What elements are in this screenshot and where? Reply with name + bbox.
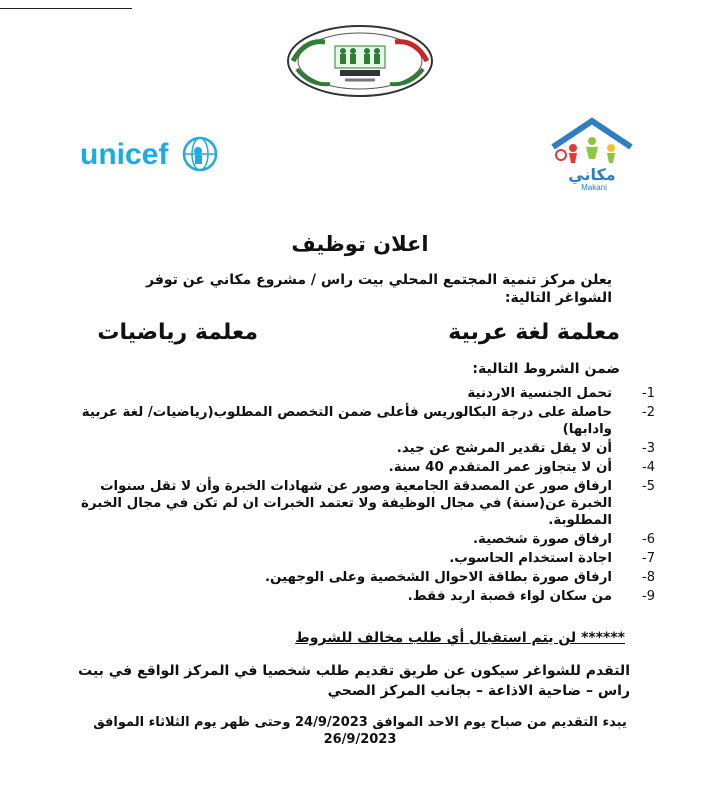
list-item: [80, 588, 660, 605]
item-text: ارفاق صورة شخصية.: [472, 532, 612, 547]
item-text: أن لا يتجاوز عمر المتقدم 40 سنة.: [388, 460, 612, 475]
page-title: اعلان توظيف: [291, 232, 429, 256]
makani-arabic-wordmark: مكاني: [568, 165, 616, 184]
item-text: أن لا يقل تقدير المرشح عن جيد.: [396, 441, 612, 456]
item-number: -9: [642, 589, 655, 604]
conditions-heading: ضمن الشروط التالية:: [472, 361, 620, 377]
list-item: [80, 550, 660, 567]
list-item: [80, 459, 660, 476]
item-text: ارفاق صورة بطاقة الاحوال الشخصية وعلى الوجهين.: [264, 570, 612, 585]
conditions-notice: [295, 630, 625, 646]
application-period: يبدء التقديم من صباح يوم الاحد الموافق 24/9/2023 وحتى ظهر يوم الثلاثاء الموافق 26/9/2023: [93, 715, 627, 747]
list-item: [80, 531, 660, 548]
list-item: [80, 385, 660, 402]
item-number: -8: [642, 570, 655, 585]
top-rule: [0, 8, 132, 9]
list-item: [80, 404, 660, 438]
unicef-wordmark: unicef: [80, 138, 169, 171]
unicef-logo: [80, 132, 220, 176]
item-text: اجادة استخدام الحاسوب.: [449, 551, 612, 566]
item-number: -7: [642, 551, 655, 566]
item-text: حاصلة على درجة البكالوريس فأعلى ضمن التخصص المطلوب(رياضيات/ لغة عربية وادابها): [81, 405, 612, 437]
notice-text: لن يتم استقبال أي طلب مخالف للشروط: [295, 630, 577, 646]
item-number: -5: [642, 479, 655, 494]
position-arabic-teacher: معلمة لغة عربية: [448, 320, 620, 345]
item-text: ارفاق صور عن المصدقة الجامعية وصور عن شهادات الخبرة وأن لا تقل سنوات الخبرة عن(سنة) في مجال الوظيفة ولا تعتمد الخبرات ان لم تكن في مجال الخبرة المطلوبة.: [81, 479, 612, 528]
intro-paragraph: يعلن مركز تنمية المجتمع المحلي بيت راس / مشروع مكاني عن توفر الشواغر التالية:: [145, 272, 612, 306]
item-number: -2: [642, 405, 655, 420]
item-number: -3: [642, 441, 655, 456]
makani-latin-wordmark: Makani: [581, 183, 607, 192]
list-item: [80, 440, 660, 457]
item-number: -1: [642, 386, 655, 401]
list-item: [80, 478, 660, 529]
conditions-list: [80, 385, 660, 607]
item-number: -6: [642, 532, 655, 547]
item-text: تحمل الجنسية الاردنية: [467, 386, 612, 401]
position-math-teacher: معلمة رياضيات: [97, 320, 258, 345]
item-text: من سكان لواء قصبة اربد فقط.: [407, 589, 612, 604]
makani-logo: [545, 117, 640, 192]
community-center-emblem-icon: [285, 24, 435, 98]
item-number: -4: [642, 460, 655, 475]
application-instructions: التقدم للشواغر سيكون عن طريق تقديم طلب شخصيا في المركز الواقع في بيت راس – ضاحية الاذاعة – بجانب المركز الصحي: [78, 663, 630, 699]
notice-stars: ******: [581, 630, 625, 646]
list-item: [80, 569, 660, 586]
unicef-globe-icon: [184, 138, 216, 170]
